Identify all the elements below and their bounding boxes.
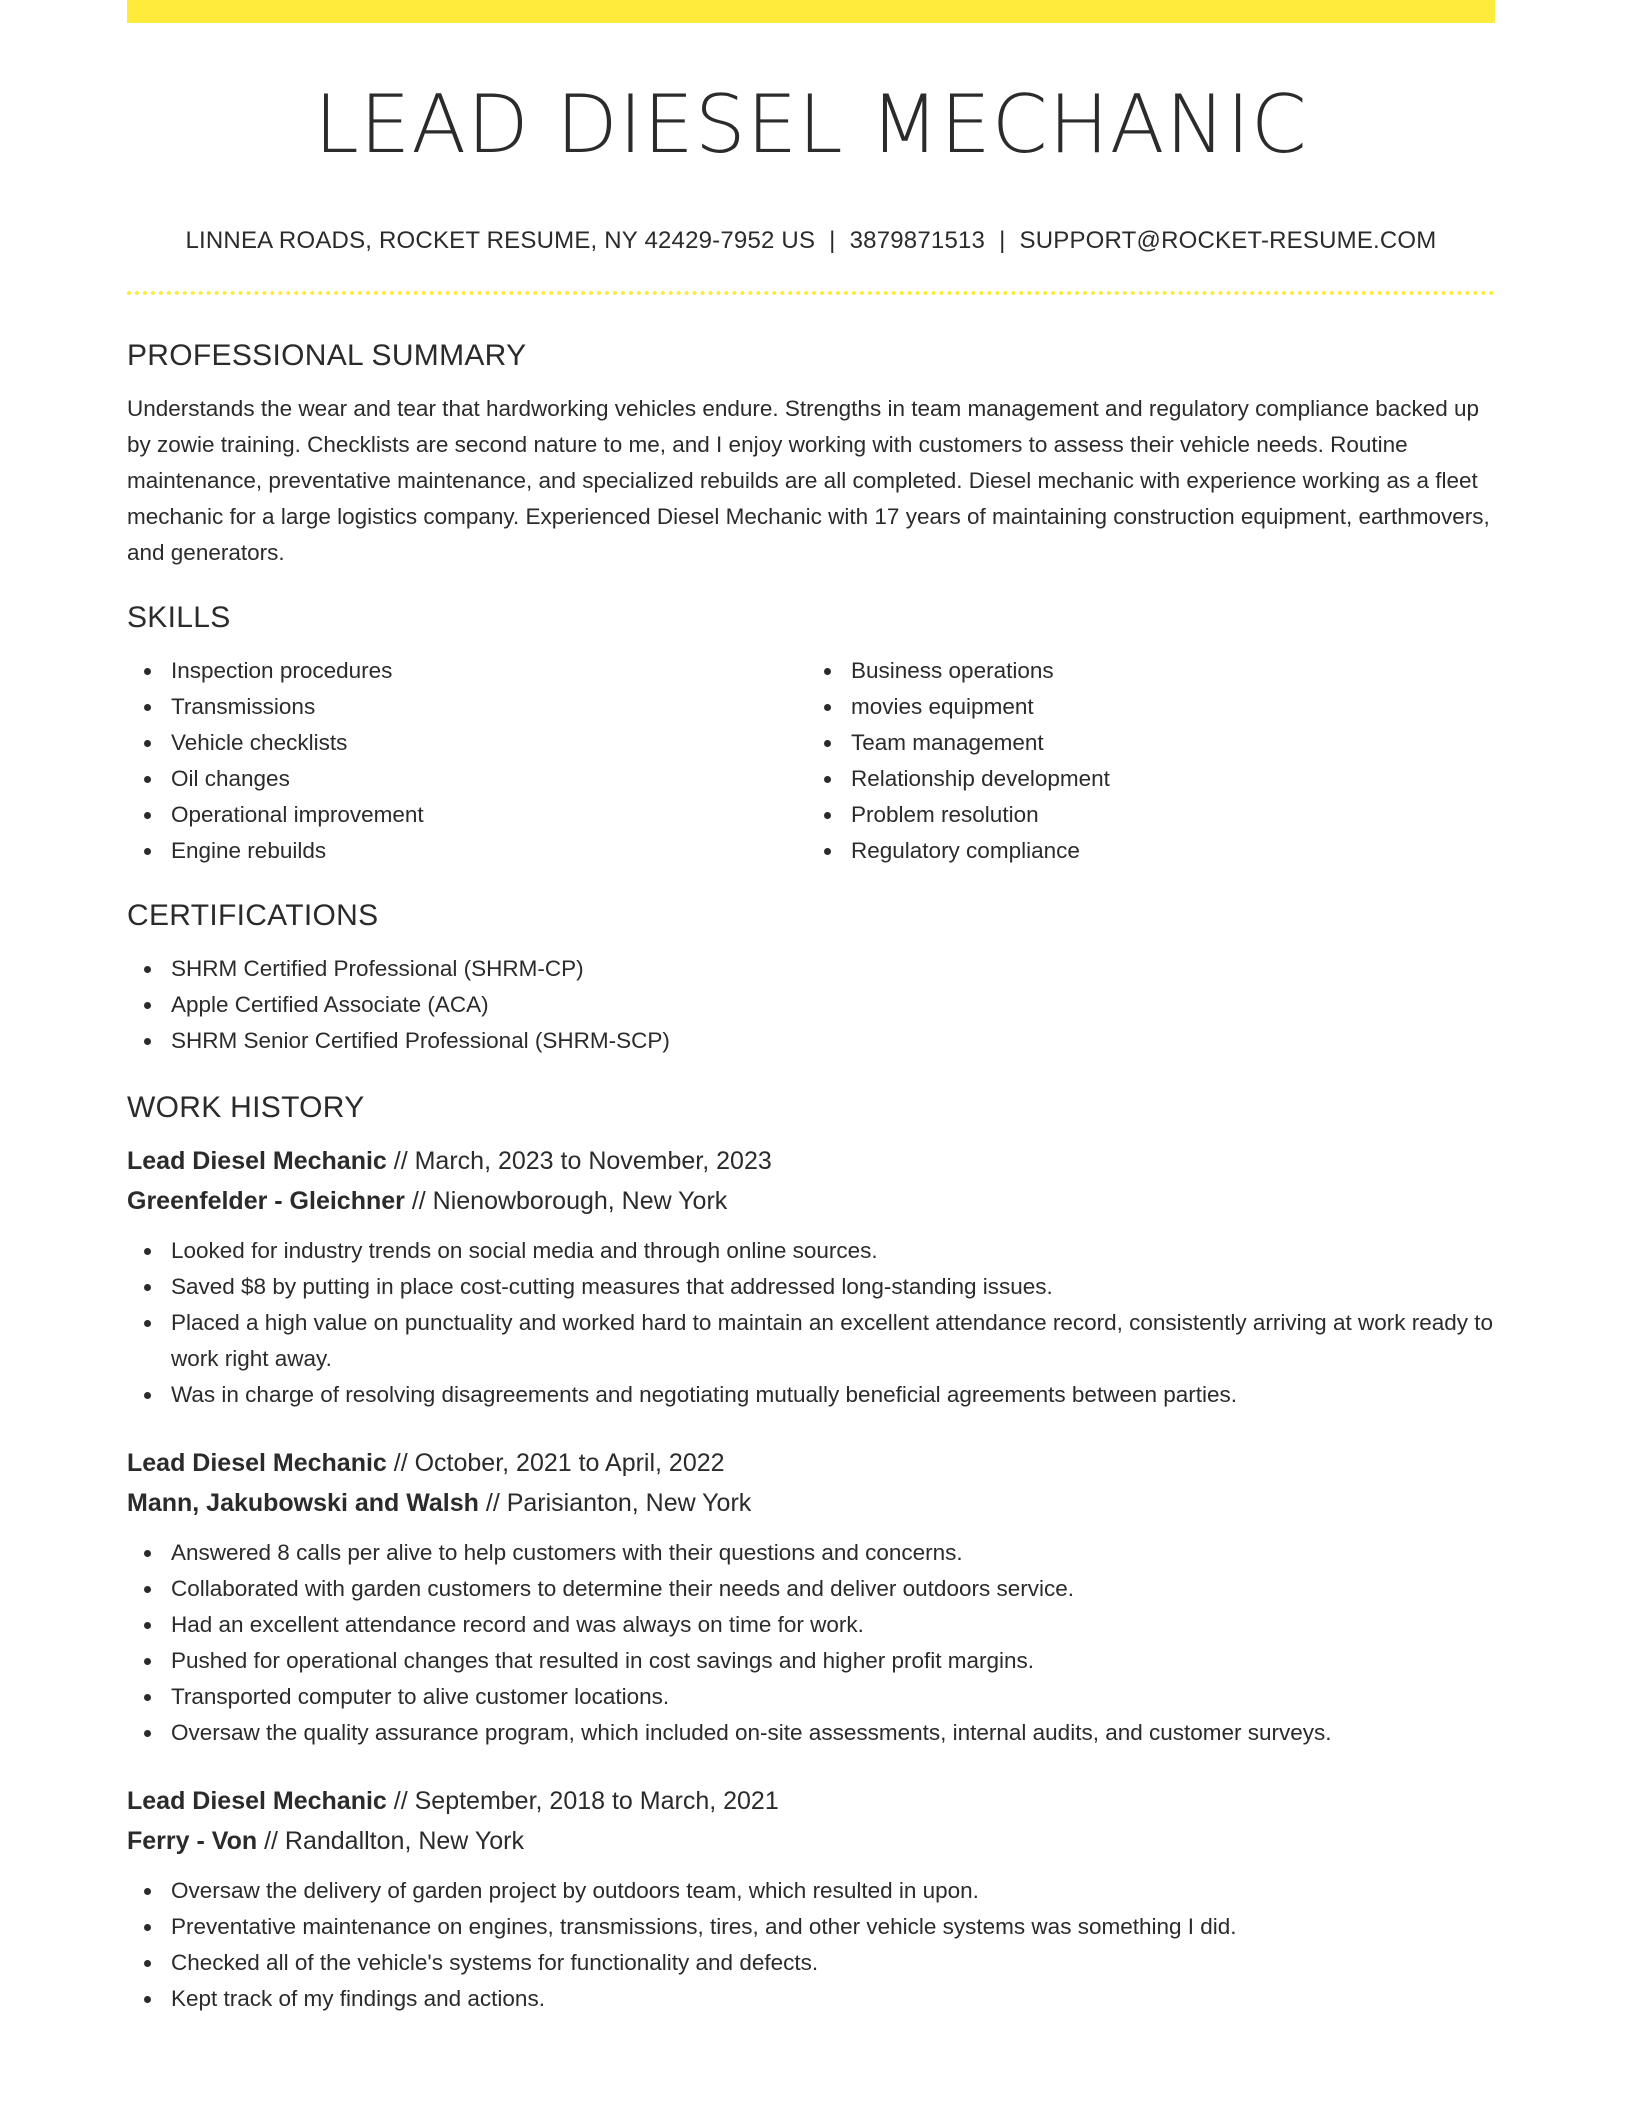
- list-item: movies equipment: [807, 689, 1491, 725]
- list-item: Saved $8 by putting in place cost-cutting measures that addressed long-standing issues.: [127, 1269, 1495, 1305]
- list-item: Transmissions: [127, 689, 811, 725]
- contact-separator: |: [999, 227, 1006, 254]
- section-title-work-history: WORK HISTORY: [127, 1091, 365, 1124]
- list-item: Transported computer to alive customer locations.: [127, 1679, 1495, 1715]
- list-item: Relationship development: [807, 761, 1491, 797]
- list-item: Pushed for operational changes that resulted in cost savings and higher profit margins.: [127, 1643, 1495, 1679]
- work-history-section: [127, 1093, 1495, 2017]
- list-item: Problem resolution: [807, 797, 1491, 833]
- contact-phone: 3879871513: [849, 227, 986, 254]
- list-item: Oversaw the delivery of garden project by outdoors team, which resulted in upon.: [127, 1873, 1495, 1909]
- skills-section: [127, 603, 1495, 869]
- list-item: Regulatory compliance: [807, 833, 1491, 869]
- job-company-line: [127, 1483, 1495, 1523]
- job-title-line: [127, 1781, 1495, 1821]
- job-bullets: [127, 1873, 1495, 2017]
- skills-list-left: [127, 653, 811, 869]
- contact-email: SUPPORT@ROCKET-RESUME.COM: [1019, 227, 1437, 254]
- list-item: Inspection procedures: [127, 653, 811, 689]
- certifications-section: [127, 901, 1495, 1059]
- skills-list-right: [807, 653, 1491, 869]
- list-item: Looked for industry trends on social media and through online sources.: [127, 1233, 1495, 1269]
- job-title-line: [127, 1141, 1495, 1181]
- list-item: Engine rebuilds: [127, 833, 811, 869]
- list-item: Oil changes: [127, 761, 811, 797]
- job-role: Lead Diesel Mechanic: [127, 1147, 387, 1175]
- list-item: Team management: [807, 725, 1491, 761]
- section-title-certifications: CERTIFICATIONS: [127, 899, 379, 932]
- list-item: Answered 8 calls per alive to help customers with their questions and concerns.: [127, 1535, 1495, 1571]
- job-entry: [127, 1781, 1495, 2017]
- job-company: Greenfelder - Gleichner: [127, 1187, 405, 1215]
- list-item: SHRM Senior Certified Professional (SHRM-SCP): [127, 1023, 1495, 1059]
- accent-top-bar: [127, 0, 1495, 23]
- list-item: Preventative maintenance on engines, transmissions, tires, and other vehicle systems was something I did.: [127, 1909, 1495, 1945]
- dotted-divider: [127, 291, 1495, 295]
- certifications-list: [127, 951, 1495, 1059]
- section-title-skills: SKILLS: [127, 601, 231, 634]
- contact-address: LINNEA ROADS, ROCKET RESUME, NY 42429-7952 US: [185, 227, 816, 254]
- job-entry: [127, 1443, 1495, 1751]
- job-dates: // September, 2018 to March, 2021: [386, 1787, 779, 1815]
- job-dates: // March, 2023 to November, 2023: [386, 1147, 772, 1175]
- summary-section: [127, 341, 1495, 571]
- list-item: Oversaw the quality assurance program, which included on-site assessments, internal audits, and customer surveys.: [127, 1715, 1495, 1751]
- job-role: Lead Diesel Mechanic: [127, 1787, 387, 1815]
- list-item: Vehicle checklists: [127, 725, 811, 761]
- list-item: Collaborated with garden customers to determine their needs and deliver outdoors service.: [127, 1571, 1495, 1607]
- section-title-summary: PROFESSIONAL SUMMARY: [127, 339, 527, 372]
- list-item: Business operations: [807, 653, 1491, 689]
- job-entry: [127, 1141, 1495, 1413]
- job-company: Ferry - Von: [127, 1827, 258, 1855]
- list-item: SHRM Certified Professional (SHRM-CP): [127, 951, 1495, 987]
- contact-separator: |: [829, 227, 836, 254]
- list-item: Placed a high value on punctuality and worked hard to maintain an excellent attendance record, consistently arriving at work ready to work right away.: [127, 1305, 1495, 1377]
- job-location: // Parisianton, New York: [478, 1489, 752, 1517]
- resume-page: [127, 0, 1495, 2017]
- job-company-line: [127, 1821, 1495, 1861]
- list-item: Operational improvement: [127, 797, 811, 833]
- job-role: Lead Diesel Mechanic: [127, 1449, 387, 1477]
- resume-name: LEAD DIESEL MECHANIC: [314, 78, 1308, 171]
- list-item: Was in charge of resolving disagreements and negotiating mutually beneficial agreements between parties.: [127, 1377, 1495, 1413]
- contact-line: [127, 229, 1495, 253]
- job-company: Mann, Jakubowski and Walsh: [127, 1489, 479, 1517]
- job-company-line: [127, 1181, 1495, 1221]
- job-title-line: [127, 1443, 1495, 1483]
- list-item: Had an excellent attendance record and was always on time for work.: [127, 1607, 1495, 1643]
- job-location: // Nienowborough, New York: [404, 1187, 728, 1215]
- skills-grid: [127, 653, 1495, 869]
- job-bullets: [127, 1535, 1495, 1751]
- job-bullets: [127, 1233, 1495, 1413]
- summary-text: Understands the wear and tear that hardworking vehicles endure. Strengths in team management and regulatory compliance backed up by zowie training. Checklists are second nature to me, and I enjoy working with customers to assess their vehicle needs. Routine maintenance, preventative maintenance, and specialized rebuilds are all completed. Diesel mechanic with experience working as a fleet mechanic for a large logistics company. Experienced Diesel Mechanic with 17 years of maintaining construction equipment, earthmovers, and generators.: [127, 396, 1490, 565]
- job-location: // Randallton, New York: [257, 1827, 524, 1855]
- list-item: Kept track of my findings and actions.: [127, 1981, 1495, 2017]
- list-item: Apple Certified Associate (ACA): [127, 987, 1495, 1023]
- job-dates: // October, 2021 to April, 2022: [386, 1449, 725, 1477]
- list-item: Checked all of the vehicle's systems for functionality and defects.: [127, 1945, 1495, 1981]
